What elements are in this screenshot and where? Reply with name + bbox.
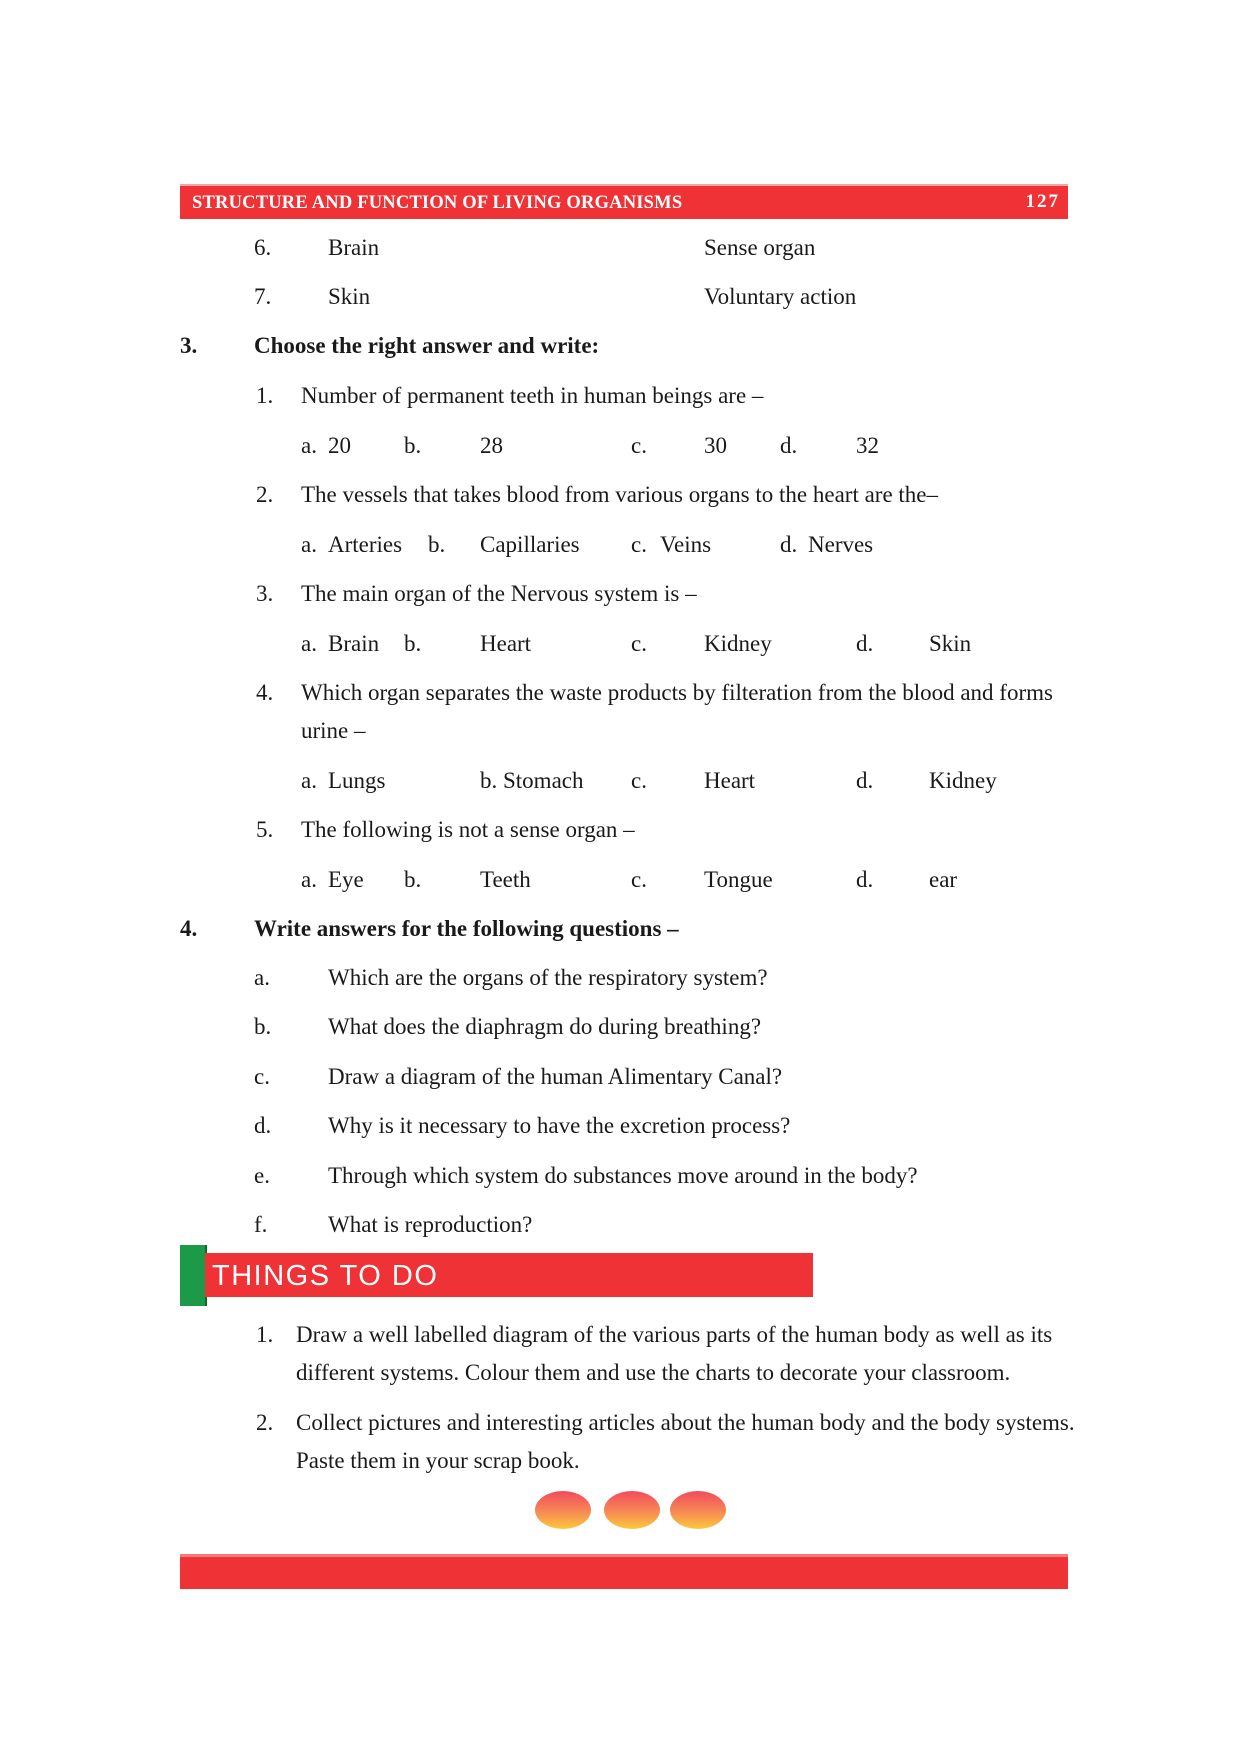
option-label: c.	[631, 532, 647, 557]
question-number: 2.	[256, 482, 274, 507]
option-a: 20	[328, 433, 351, 458]
activity-text-continued: different systems. Colour them and use the charts to decorate your classroom.	[296, 1360, 1011, 1385]
page-header	[180, 184, 1068, 219]
item-text: What is reproduction?	[328, 1212, 533, 1237]
item-text: Through which system do substances move around in the body?	[328, 1163, 918, 1188]
option-c: Veins	[660, 532, 712, 557]
section-number: 4.	[180, 916, 198, 941]
decorative-oval	[670, 1491, 726, 1529]
option-label: d.	[856, 631, 874, 656]
decorative-oval	[604, 1491, 660, 1529]
decorative-oval	[535, 1491, 591, 1529]
item-label: e.	[254, 1163, 270, 1188]
option-c: Kidney	[704, 631, 772, 656]
item-text: Draw a diagram of the human Alimentary Canal?	[328, 1064, 783, 1089]
option-label: a.	[301, 867, 317, 892]
question-text: Which organ separates the waste products by filteration from the blood and forms	[301, 680, 1053, 705]
match-row-number: 7.	[254, 284, 272, 309]
question-number: 3.	[256, 581, 274, 606]
section-heading: Write answers for the following questions –	[254, 916, 679, 941]
option-label: c.	[631, 768, 647, 793]
item-label: b.	[254, 1014, 272, 1039]
question-number: 1.	[256, 383, 274, 408]
option-d: Skin	[929, 631, 972, 656]
option-a: Arteries	[328, 532, 403, 557]
option-label: d.	[780, 433, 798, 458]
question-text-continued: urine –	[301, 718, 366, 743]
option-c: Heart	[704, 768, 756, 793]
question-number: 4.	[256, 680, 274, 705]
option-b: 28	[480, 433, 503, 458]
item-text: Which are the organs of the respiratory system?	[328, 965, 768, 990]
things-to-do-title: THINGS TO DO	[212, 1260, 439, 1292]
match-row-left: Skin	[328, 284, 371, 309]
activity-text: Draw a well labelled diagram of the various parts of the human body as well as its	[296, 1322, 1053, 1347]
option-b: Heart	[480, 631, 532, 656]
option-label: d.	[780, 532, 798, 557]
option-a: Lungs	[328, 768, 386, 793]
option-d: ear	[929, 867, 958, 892]
banner-bar	[205, 1253, 813, 1297]
option-b: b. Stomach	[480, 768, 584, 793]
option-label: c.	[631, 433, 647, 458]
item-label: a.	[254, 965, 270, 990]
option-d: Kidney	[929, 768, 997, 793]
item-label: c.	[254, 1064, 270, 1089]
match-row-right: Voluntary action	[704, 284, 857, 309]
option-label: b.	[404, 631, 422, 656]
option-label: d.	[856, 867, 874, 892]
banner-accent	[180, 1245, 207, 1306]
option-label: a.	[301, 532, 317, 557]
option-a: Eye	[328, 867, 364, 892]
question-text: The vessels that takes blood from various organs to the heart are the–	[301, 482, 939, 507]
option-b: Teeth	[480, 867, 531, 892]
page-number: 127	[1025, 191, 1060, 212]
option-a: Brain	[328, 631, 380, 656]
activity-text: Collect pictures and interesting articles about the human body and the body systems.	[296, 1410, 1075, 1435]
option-label: a.	[301, 433, 317, 458]
activity-text-continued: Paste them in your scrap book.	[296, 1448, 580, 1473]
activity-number: 2.	[256, 1410, 274, 1435]
option-d: Nerves	[808, 532, 874, 557]
item-text: What does the diaphragm do during breathing?	[328, 1014, 762, 1039]
section-number: 3.	[180, 333, 198, 358]
option-d: 32	[856, 433, 879, 458]
option-label: c.	[631, 631, 647, 656]
question-text: Number of permanent teeth in human beings are –	[301, 383, 764, 408]
option-label: d.	[856, 768, 874, 793]
item-label: d.	[254, 1113, 272, 1138]
question-text: The main organ of the Nervous system is –	[301, 581, 697, 606]
option-b: Capillaries	[480, 532, 580, 557]
activity-number: 1.	[256, 1322, 274, 1347]
option-label: a.	[301, 768, 317, 793]
page-footer-bar	[180, 1554, 1068, 1589]
option-c: 30	[704, 433, 727, 458]
question-number: 5.	[256, 817, 274, 842]
option-label: a.	[301, 631, 317, 656]
match-row-number: 6.	[254, 235, 272, 260]
question-text: The following is not a sense organ –	[301, 817, 635, 842]
things-to-do-banner	[180, 1245, 814, 1307]
match-row-left: Brain	[328, 235, 380, 260]
option-label: b.	[428, 532, 446, 557]
option-c: Tongue	[704, 867, 773, 892]
section-heading: Choose the right answer and write:	[254, 333, 600, 358]
option-label: b.	[404, 867, 422, 892]
item-text: Why is it necessary to have the excretion process?	[328, 1113, 791, 1138]
match-row-right: Sense organ	[704, 235, 816, 260]
item-label: f.	[254, 1212, 268, 1237]
option-label: c.	[631, 867, 647, 892]
option-label: b.	[404, 433, 422, 458]
chapter-title: STRUCTURE AND FUNCTION OF LIVING ORGANISMS	[192, 193, 683, 213]
